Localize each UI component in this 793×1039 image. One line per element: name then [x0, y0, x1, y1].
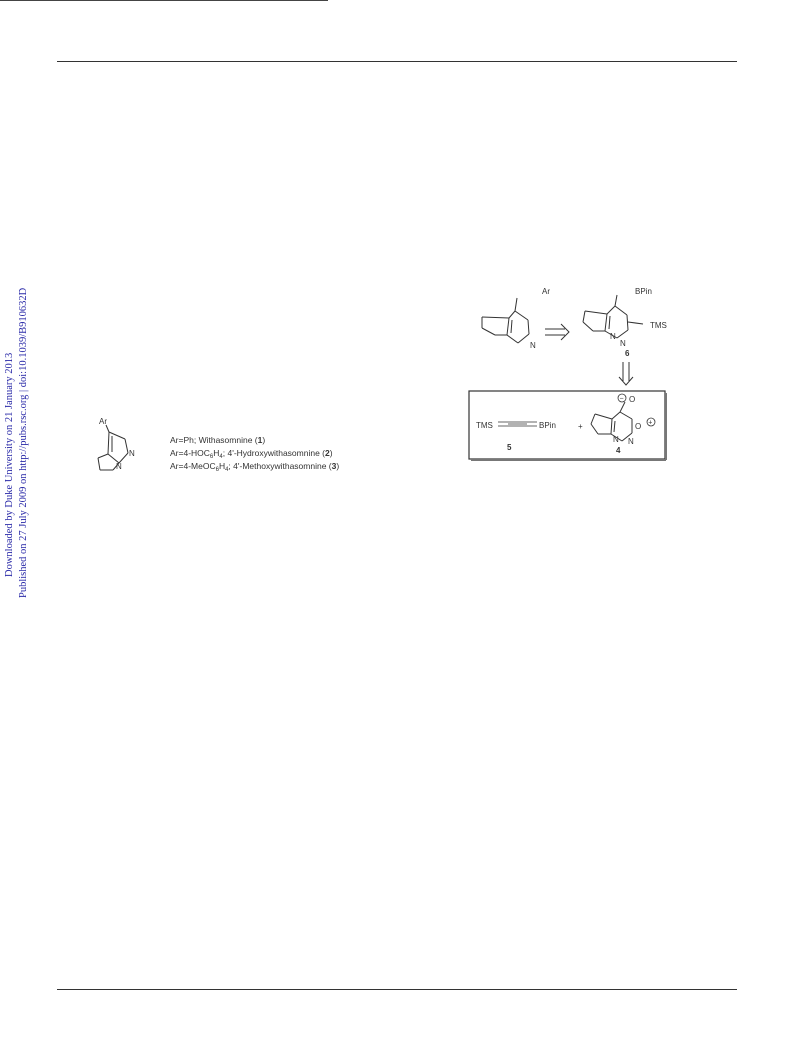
alkyne-tms-label: TMS	[476, 421, 493, 430]
target-structure	[482, 298, 529, 343]
retrosynthetic-arrow	[545, 324, 569, 340]
retrosynthetic-arrow-vertical	[619, 362, 633, 385]
bpin-label: BPin	[635, 287, 652, 296]
publication-watermark: Published on 27 July 2009 on http://pubs.rsc.org | doi:10.1039/B910632D	[18, 287, 29, 598]
sydnone-nitrogen-label: N	[613, 435, 619, 444]
withasomnine-structures-figure	[92, 410, 362, 485]
negative-charge: −	[619, 395, 624, 403]
compound-2-label: $Ar=4-HOC_6H_4$; 4'-Hydroxywithasomnine (2)	[170, 448, 333, 460]
tms-label: TMS	[650, 321, 667, 330]
footer-rule	[57, 989, 737, 990]
compound-1-label: Ar=Ph; Withasomnine (1)	[170, 435, 266, 445]
aryl-label: Ar	[99, 417, 107, 426]
intermediate-nitrogen-label: N	[610, 332, 616, 341]
compound-5-number: 5	[507, 443, 512, 452]
plus-sign: +	[578, 422, 583, 431]
pyrazole-bicycle-structure	[98, 425, 128, 470]
exocyclic-oxygen-label: O	[629, 395, 636, 404]
ring-oxygen-label: O	[635, 422, 642, 431]
download-watermark: Downloaded by Duke University on 21 January 2013	[4, 352, 15, 577]
sydnone-nitrogen-label: N	[628, 437, 634, 446]
footnote-separator	[0, 0, 328, 1]
ring-nitrogen-label: N	[116, 462, 122, 471]
compound-3-label: $Ar=4-MeOC_6H_4$; 4'-Methoxywithasomnine (3)	[170, 461, 340, 473]
alkyne-bpin-label: BPin	[539, 421, 556, 430]
compound-6-number: 6	[625, 349, 630, 358]
retrosynthesis-scheme-figure	[465, 278, 675, 463]
target-nitrogen-label: N	[530, 341, 536, 350]
header-rule	[57, 61, 737, 62]
ring-nitrogen-label: N	[129, 449, 135, 458]
intermediate-nitrogen-label: N	[620, 339, 626, 348]
compound-4-number: 4	[616, 446, 621, 455]
target-aryl-label: Ar	[542, 287, 550, 296]
positive-charge: +	[648, 419, 653, 427]
